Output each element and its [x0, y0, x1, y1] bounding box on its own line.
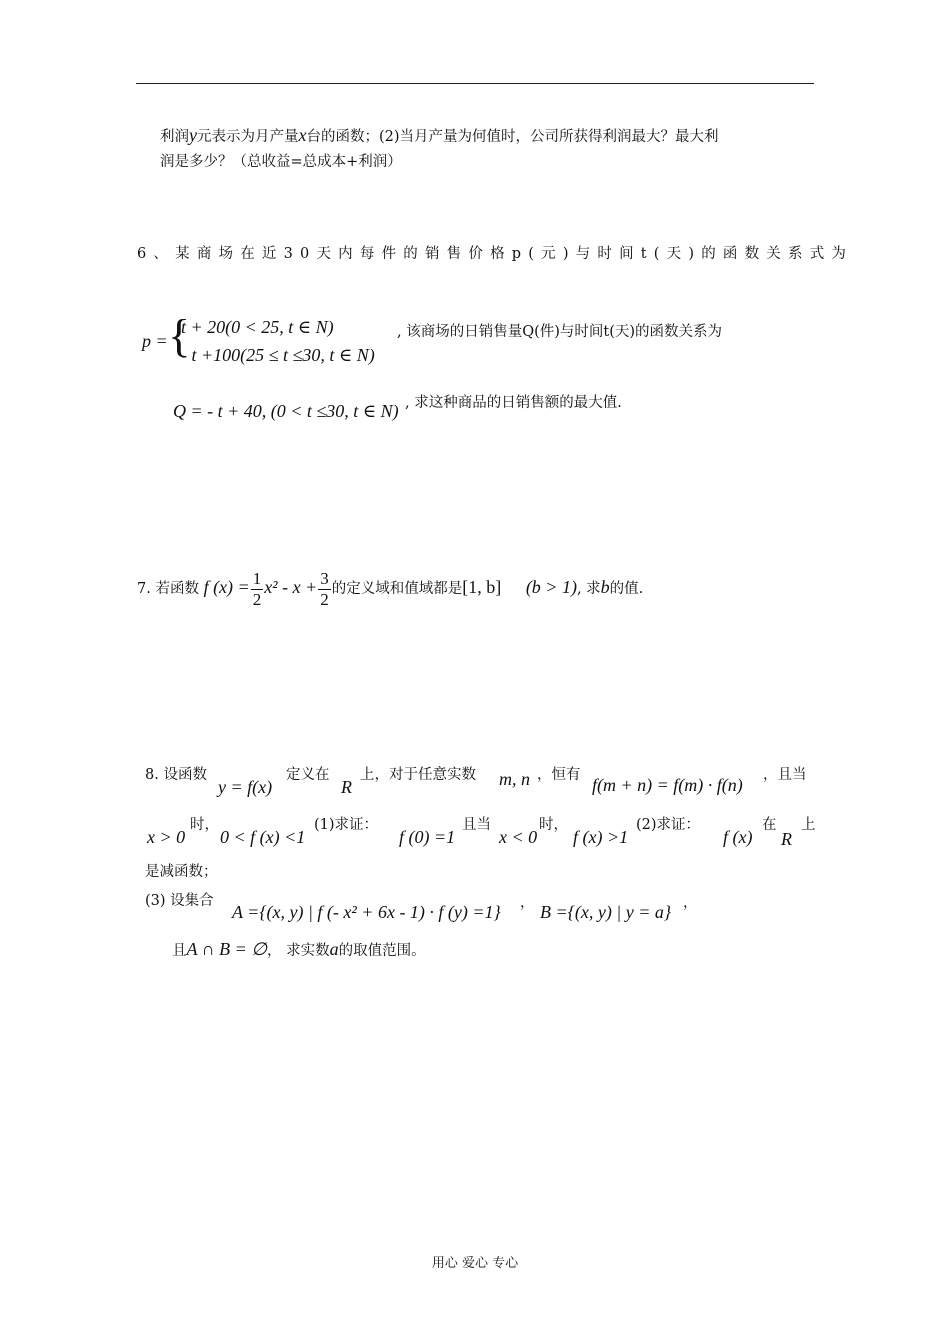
q8-l2-f: 在: [762, 817, 777, 833]
q6-p-symbol: p =: [142, 331, 168, 351]
q7-fx: f (x) =: [203, 577, 250, 597]
q5-var-y: y: [189, 125, 197, 145]
q7-text: 的定义域和值域都是: [331, 581, 463, 597]
q7-frac-2-den: 2: [320, 589, 329, 609]
q7-condition: (b > 1): [525, 577, 577, 597]
q8-R-2: [781, 830, 792, 849]
q8-var-a: a: [329, 939, 339, 959]
q8-f0: [399, 828, 455, 847]
q8-intersection-formula: A ∩ B = ∅: [186, 939, 267, 959]
page-footer: 用心 爱心 专心: [431, 1256, 519, 1271]
q8-set-B-formula: B ={(x, y) | y = a}: [540, 902, 672, 922]
q8-x0: [147, 828, 185, 847]
q8-fx-formula: f (x): [723, 827, 753, 847]
q8-eq: [592, 776, 743, 795]
q6-case-1: [181, 318, 334, 337]
q8-l2-d: 时，: [539, 817, 568, 833]
q6-p-lhs: [142, 332, 168, 351]
q8-l2-e: (2)求证：: [636, 817, 701, 833]
q6-q-formula: Q = - t + 40, (0 < t ≤30, t ∈ N): [173, 401, 399, 421]
q7-text: 的值.: [609, 581, 644, 597]
q8-text-b: 定义在: [286, 767, 330, 783]
q8-text: 的取值范围。: [338, 943, 426, 959]
q8-set-A-formula: A ={(x, y) | f (- x² + 6x - 1) · f (y) =1}: [232, 902, 501, 922]
q5-var-x: x: [298, 125, 307, 145]
q8-l2-b: (1)求证：: [314, 817, 379, 833]
q6-q-line: [173, 402, 399, 421]
q6-case-2-formula: - t +100(25 ≤ t ≤30, t ∈ N): [181, 345, 375, 365]
q8-mn-formula: m, n: [499, 769, 530, 789]
header-rule: [136, 83, 814, 84]
q8-l4-a: (3) 设集合: [145, 893, 214, 909]
q8-line-5: [172, 940, 426, 959]
q7-frac-1-den: 2: [252, 589, 262, 609]
q8-yfx: [218, 778, 272, 797]
q6-brace: {: [168, 310, 191, 361]
q8-set-A: [232, 903, 501, 922]
q7-frac-1: [251, 569, 264, 610]
q8-l4-sep: ，: [520, 895, 535, 911]
q8-mn: [499, 770, 530, 789]
q6-p-text: , 该商场的日销售量Q(件)与时间t(天)的函数关系为: [397, 324, 723, 340]
q7-frac-2-num: 3: [320, 568, 329, 588]
q8-l2-c: 且当: [462, 817, 491, 833]
q8-l2-g: 上: [801, 817, 816, 833]
q8-eq-formula: f(m + n) = f(m) · f(n): [592, 775, 743, 795]
q8-set-B: [540, 903, 671, 922]
q8-line-1: [145, 768, 207, 783]
q7-var-b: b: [600, 577, 610, 597]
q7-frac-2: [318, 569, 331, 610]
q6-q-text: , 求这种商品的日销售额的最大值.: [405, 395, 622, 411]
q5-text: 利润: [160, 129, 189, 145]
q6-case-1-formula: t + 20(0 < 25, t ∈ N): [181, 317, 334, 337]
q7-interval: [1, b]: [462, 577, 502, 597]
q5-line-2: 润是多少？（总收益=总成本+利润）: [160, 154, 402, 170]
q8-range: [220, 828, 305, 847]
q8-text-e: ，且当: [763, 767, 807, 783]
q8-text-d: ，恒有: [537, 767, 581, 783]
q6-intro: 6、某商场在近30天内每件的销售价格p(元)与时间t(天)的函数关系式为: [137, 246, 854, 262]
q8-text: 且: [172, 943, 187, 959]
q8-f0-formula: f (0) =1: [399, 827, 456, 847]
q7-text: , 求: [576, 581, 601, 597]
q5-text: 元表示为月产量: [197, 129, 299, 145]
q8-fx1-formula: f (x) >1: [573, 827, 629, 847]
q8-text-c: 上，对于任意实数: [360, 767, 476, 783]
q8-l4-end: ，: [683, 895, 698, 911]
q7-prefix: 7. 若函数: [137, 581, 199, 597]
q8-yfx-formula: y = f(x): [218, 777, 273, 797]
q8-x0-formula: x > 0: [147, 827, 186, 847]
q8-l2-a: 时，: [190, 817, 219, 833]
q6-case-2: [181, 346, 375, 365]
q7-mid: x² - x +: [264, 577, 318, 597]
q5-text: 台的函数；(2)当月产量为何值时，公司所获得利润最大？最大利: [306, 129, 719, 145]
q8-xlt0-formula: x < 0: [499, 827, 538, 847]
q8-R-symbol: R: [781, 829, 792, 849]
q7-line: [137, 567, 643, 610]
q5-line-1: [160, 126, 719, 145]
q8-range-formula: 0 < f (x) <1: [220, 827, 306, 847]
q8-R-1: [341, 778, 352, 797]
q8-R-symbol: R: [341, 777, 352, 797]
q8-fx: [723, 828, 752, 847]
q8-text: ， 求实数: [267, 943, 330, 959]
q8-line-3: 是减函数；: [145, 864, 218, 880]
q7-frac-1-num: 1: [252, 568, 262, 588]
q8-xlt0: [499, 828, 537, 847]
q8-fx1: [573, 828, 628, 847]
q8-text: 8. 设函数: [145, 767, 207, 783]
